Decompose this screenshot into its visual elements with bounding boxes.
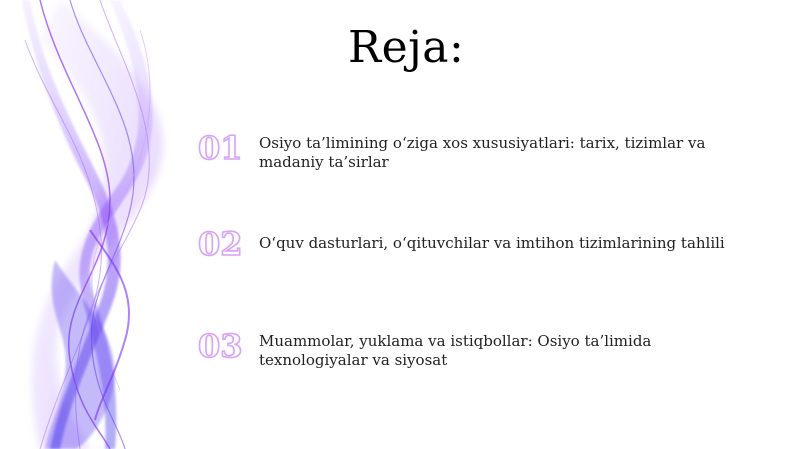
agenda-item-2 xyxy=(198,225,758,263)
agenda-item-number: 02 xyxy=(198,225,243,263)
agenda-item-text: O‘quv dasturlari, o‘qituvchilar va imtihon tizimlarining tahlili xyxy=(259,234,725,252)
agenda-item-text: Muammolar, yuklama va istiqbollar: Osiyo ta’limida texnologiyalar va siyosat xyxy=(259,332,652,369)
slide-title: Reja: xyxy=(348,22,465,73)
agenda-item-number: 03 xyxy=(198,327,243,365)
agenda-item-3 xyxy=(198,327,758,370)
purple-smoke-decoration xyxy=(0,0,220,449)
agenda-item-text: Osiyo ta’limining o‘ziga xos xususiyatlari: tarix, tizimlar va madaniy ta’sirlar xyxy=(259,134,706,171)
agenda-item-1 xyxy=(198,129,758,172)
agenda-item-number: 01 xyxy=(198,129,243,167)
